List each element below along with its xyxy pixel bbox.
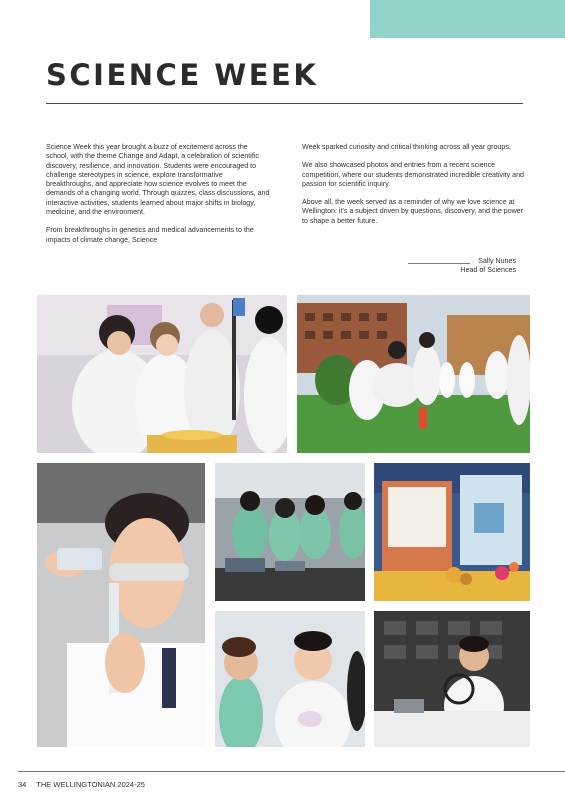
article-paragraph: From breakthroughs in genetics and medical advancements to the impacts of climate change, Science [46, 226, 254, 244]
author-signature [300, 257, 516, 276]
accent-color-block [370, 0, 565, 38]
page-title: SCIENCE WEEK [46, 58, 319, 92]
photo-students-smiling [215, 611, 365, 747]
photo-pouring-liquid [37, 463, 205, 747]
author-name: Sally Nunes [478, 257, 516, 265]
publication-name: THE WELLINGTONIAN 2024-25 [36, 780, 145, 789]
article-paragraph: Science Week this year brought a buzz of excitement across the school, with the theme Change and Adapt, a celebration of scientific discovery, resilience, and innovation. Students were encouraged to challenge stereotypes in science, explore transformative breakthroughs, and appreciate how science evolves to meet the demands of a changing world. Through quizzes, class discussions, and interactive activities, students learned about major shifts in biology, medicine, and the environment. [46, 143, 270, 217]
photo-lab-experiment [37, 295, 287, 453]
article-column-right [302, 143, 524, 235]
photo-competition-diorama [374, 463, 530, 601]
title-divider [46, 103, 523, 104]
article-paragraph: Above all, the week served as a reminder of why we love science at Wellington: it's a subject driven by questions, discovery, and the power to shape a better future. [302, 198, 524, 225]
page-number: 34 [18, 780, 27, 789]
author-role: Head of Sciences [460, 266, 516, 275]
photo-students-models [215, 463, 365, 601]
photo-outdoor-launch [297, 295, 530, 453]
footer-divider [18, 771, 565, 772]
article-paragraph: We also showcased photos and entries from a recent science competition, where our students demonstrated incredible creativity and passion for scientific inquiry. [302, 161, 524, 188]
page-footer [18, 780, 145, 789]
article-paragraph: Week sparked curiosity and critical thinking across all year groups. [302, 143, 511, 151]
article-column-left [46, 143, 271, 254]
photo-student-model [374, 611, 530, 747]
